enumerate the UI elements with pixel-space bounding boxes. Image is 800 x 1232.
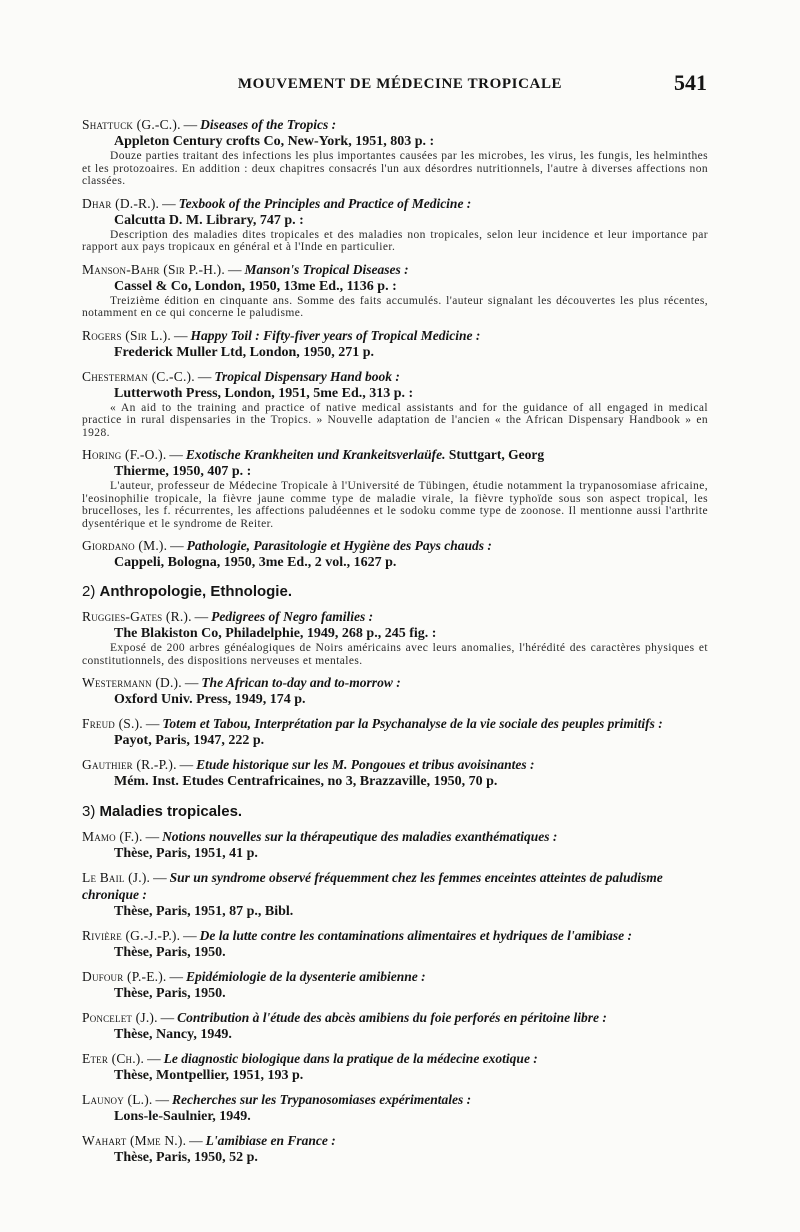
entry-title: The African to-day and to-morrow : — [201, 675, 401, 690]
entry-note: L'auteur, professeur de Médecine Tropicale à l'Université de Tübingen, étudie notamment la trypanosomiase africaine, l'eosinophilie tropicale, la fièvre jaune comme type de maladie virale, la fièvre typhoïde sous son aspect tropical, les brucelloses, les f. récurrentes, les affections paludéennes et le sodoku comme type de zoonose. Il mentionne aussi l'arthrite dysentérique et le syndrome de Reiter. — [82, 480, 708, 530]
entry-title: Texbook of the Principles and Practice of Medicine : — [178, 195, 472, 211]
entry-author: Mamo (F.). — [82, 829, 143, 844]
bib-entry: Dufour (P.-E.). — Epidémiologie de la dysenterie amibienne : Thèse, Paris, 1950. — [82, 968, 708, 1002]
entry-title: L'amibiase en France : — [205, 1133, 336, 1148]
entry-title: Sur un syndrome observé fréquemment chez les femmes enceintes atteintes de paludisme chronique : — [82, 870, 663, 902]
bib-entry: Giordano (M.). — Pathologie, Parasitologie et Hygiène des Pays chauds : Cappeli, Bologna, 1950, 3me Ed., 2 vol., 1627 p. — [82, 537, 708, 571]
entry-title: Tropical Dispensary Hand book : — [214, 368, 400, 384]
bib-entry: Chesterman (C.-C.). — Tropical Dispensary Hand book : Lutterwoth Press, London, 1951, 5me Ed., 313 p. : « An aid to the training and practice of native medical assistants and for the guidance of all engaged in medical practice in rural dispensaries in the Tropics. » Nouvelle adaptation de l'ancien « the African Dispensary Handbook » en 1928. — [82, 368, 708, 439]
entry-publisher: The Blakiston Co, Philadelphie, 1949, 268 p., 245 fig. : — [114, 626, 437, 641]
entry-author: Launoy (L.). — [82, 1092, 153, 1107]
entry-publisher: Thèse, Paris, 1950. — [114, 986, 226, 1001]
journal-title: MOUVEMENT DE MÉDECINE TROPICALE — [237, 76, 563, 92]
entry-author: Dufour (P.-E.). — [82, 969, 167, 984]
entry-publisher: Thèse, Paris, 1950. — [114, 945, 226, 960]
bib-entry: Westermann (D.). — The African to-day and to-morrow : Oxford Univ. Press, 1949, 174 p. — [82, 674, 708, 708]
bib-entry: Gauthier (R.-P.). — Etude historique sur les M. Pongoues et tribus avoisinantes : Mém. Inst. Etudes Centrafricaines, no 3, Brazzaville, 1950, 70 p. — [82, 756, 708, 790]
entry-publisher: Thèse, Paris, 1950, 52 p. — [114, 1150, 258, 1165]
entry-publisher: Thierme, 1950, 407 p. : — [114, 464, 252, 479]
bib-entry: Rogers (Sir L.). — Happy Toil : Fifty-fiver years of Tropical Medicine : Frederick Muller Ltd, London, 1950, 271 p. — [82, 327, 708, 361]
bib-entry: Le Bail (J.). — Sur un syndrome observé fréquemment chez les femmes enceintes atteintes de paludisme chronique : Thèse, Paris, 1951, 87 p., Bibl. — [82, 869, 708, 920]
entry-author: Eter (Ch.). — [82, 1051, 145, 1066]
entry-author: Rogers (Sir L.). — [82, 327, 171, 343]
entry-publisher: Payot, Paris, 1947, 222 p. — [114, 733, 265, 748]
entry-publisher: Mém. Inst. Etudes Centrafricaines, no 3, Brazzaville, 1950, 70 p. — [114, 774, 498, 789]
entry-title: Pedigrees of Negro families : — [211, 609, 374, 624]
entry-publisher: Frederick Muller Ltd, London, 1950, 271 p. — [114, 344, 375, 360]
entry-note: Exposé de 200 arbres généalogiques de Noirs américains avec leurs anomalies, l'hérédité des caractères physiques et constitutionnels, des dispositions nerveuses et mentales. — [82, 642, 708, 667]
entry-author: Gauthier (R.-P.). — [82, 757, 177, 772]
entry-title: Notions nouvelles sur la thérapeutique des maladies exanthématiques : — [162, 829, 558, 844]
section-heading — [82, 583, 708, 600]
entry-publisher: Thèse, Paris, 1951, 41 p. — [114, 846, 258, 861]
bib-entry: Ruggies-Gates (R.). — Pedigrees of Negro families : The Blakiston Co, Philadelphie, 1949, 268 p., 245 fig. : Exposé de 200 arbres généalogiques de Noirs américains avec leurs anomalies, l'hérédité des caractères physiques et constitutionnels, des dispositions nerveuses et mentales. — [82, 609, 708, 667]
running-header — [0, 66, 800, 106]
entry-title-tail: Stuttgart, Georg — [448, 447, 545, 462]
entry-title: Manson's Tropical Diseases : — [244, 261, 409, 277]
bib-entry: Horing (F.-O.). — Exotische Krankheiten und Krankeitsverlaüfe. Stuttgart, Georg Thierme, 1950, 407 p. : L'auteur, professeur de Médecine Tropicale à l'Université de Tübingen, étudie notamment la trypanosomiase africaine, l'eosinophilie tropicale, la fièvre jaune comme type de maladie virale, la fièvre typhoïde sous son aspect tropical, les brucelloses, les f. récurrentes, les affections paludéennes et le sodoku comme type de zoonose. Il mentionne aussi l'arthrite dysentérique et le syndrome de Reiter. — [82, 447, 708, 530]
bib-entry: Launoy (L.). — Recherches sur les Trypanosomiases expérimentales : Lons-le-Saulnier, 1949. — [82, 1091, 708, 1125]
entry-publisher: Appleton Century crofts Co, New-York, 1951, 803 p. : — [114, 134, 435, 149]
entry-author: Ruggies-Gates (R.). — [82, 609, 192, 624]
entry-title: Epidémiologie de la dysenterie amibienne : — [186, 969, 426, 984]
bib-entry: Rivière (G.-J.-P.). — De la lutte contre les contaminations alimentaires et hydriques de l'amibiase : Thèse, Paris, 1950. — [82, 927, 708, 961]
page-number: 541 — [674, 70, 707, 95]
entry-author: Westermann (D.). — [82, 675, 182, 690]
section-heading — [82, 803, 708, 820]
bib-entry: Poncelet (J.). — Contribution à l'étude des abcès amibiens du foie perforés en péritoine libre : Thèse, Nancy, 1949. — [82, 1009, 708, 1043]
entry-publisher: Thèse, Montpellier, 1951, 193 p. — [114, 1068, 304, 1083]
bib-entry: Shattuck (G.-C.). — Diseases of the Tropics : Appleton Century crofts Co, New-York, 1951, 803 p. : Douze parties traitant des infections les plus importantes causées par les microbes, les virus, les fungis, les helminthes et les protozoaires. En addition : deux chapitres consacrés l'un aux désordres nutritionnels, l'autre à diverses affections non classées. — [82, 117, 708, 187]
entry-publisher: Lutterwoth Press, London, 1951, 5me Ed., 313 p. : — [114, 385, 414, 401]
entry-publisher: Oxford Univ. Press, 1949, 174 p. — [114, 692, 306, 707]
bib-entry: Eter (Ch.). — Le diagnostic biologique dans la pratique de la médecine exotique : Thèse, Montpellier, 1951, 193 p. — [82, 1050, 708, 1084]
bib-entry: Manson-Bahr (Sir P.-H.). — Manson's Tropical Diseases : Cassel & Co, London, 1950, 13me Ed., 1136 p. : Treizième édition en cinquante ans. Somme des faits accumulés. l'auteur signalant les découvertes les plus récentes, notamment en ce qui concerne le paludisme. — [82, 261, 708, 319]
entry-author: Chesterman (C.-C.). — [82, 368, 195, 384]
entry-author: Le Bail (J.). — [82, 870, 151, 885]
entry-title: Happy Toil : Fifty-fiver years of Tropical Medicine : — [190, 327, 481, 343]
entry-author: Wahart (Mme N.). — [82, 1133, 187, 1148]
entry-publisher: Thèse, Nancy, 1949. — [114, 1027, 232, 1042]
entry-note: Description des maladies dites tropicales et des maladies non tropicales, selon leur incidence et leur importance par rapport aux pays tropicaux en général et à l'Inde en particulier. — [82, 228, 708, 253]
section-number: 3) — [82, 803, 96, 820]
bib-entry: Mamo (F.). — Notions nouvelles sur la thérapeutique des maladies exanthématiques : Thèse, Paris, 1951, 41 p. — [82, 828, 708, 862]
entry-title: Diseases of the Tropics : — [200, 117, 337, 132]
section-number: 2) — [82, 583, 96, 600]
section-title: Maladies tropicales. — [99, 803, 243, 820]
entry-author: Freud (S.). — [82, 716, 143, 731]
entry-publisher: Lons-le-Saulnier, 1949. — [114, 1109, 251, 1124]
entry-author: Manson-Bahr (Sir P.-H.). — [82, 261, 225, 277]
bib-entry: Dhar (D.-R.). — Texbook of the Principles and Practice of Medicine : Calcutta D. M. Library, 747 p. : Description des maladies dites tropicales et des maladies non tropicales, selon leur incidence et leur importance par rapport aux pays tropicaux en général et à l'Inde en particulier. — [82, 195, 708, 253]
entry-title: Etude historique sur les M. Pongoues et tribus avoisinantes : — [196, 757, 535, 772]
entry-title: Le diagnostic biologique dans la pratique de la médecine exotique : — [163, 1051, 538, 1066]
entry-note: Treizième édition en cinquante ans. Somme des faits accumulés. l'auteur signalant les découvertes les plus récentes, notamment en ce qui concerne le paludisme. — [82, 294, 708, 319]
bib-entry: Wahart (Mme N.). — L'amibiase en France : Thèse, Paris, 1950, 52 p. — [82, 1132, 708, 1166]
entry-title: Contribution à l'étude des abcès amibiens du foie perforés en péritoine libre : — [177, 1010, 607, 1025]
entry-author: Dhar (D.-R.). — [82, 195, 160, 211]
entry-note: « An aid to the training and practice of native medical assistants and for the guidance of all engaged in medical practice in rural dispensaries in the Tropics. » Nouvelle adaptation de l'ancien « the African Dispensary Handbook » en 1928. — [82, 401, 708, 439]
entry-author: Horing (F.-O.). — [82, 447, 167, 462]
entry-title: Pathologie, Parasitologie et Hygiène des Pays chauds : — [186, 538, 492, 553]
entry-author: Shattuck (G.-C.). — [82, 117, 181, 132]
entry-publisher: Cappeli, Bologna, 1950, 3me Ed., 2 vol., 1627 p. — [114, 555, 397, 570]
entry-publisher: Calcutta D. M. Library, 747 p. : — [114, 212, 304, 228]
entry-title: Totem et Tabou, Interprétation par la Psychanalyse de la vie sociale des peuples primitifs : — [162, 716, 663, 731]
section-title: Anthropologie, Ethnologie. — [99, 583, 292, 600]
entry-author: Giordano (M.). — [82, 538, 168, 553]
bibliography — [82, 116, 708, 1173]
entry-publisher: Thèse, Paris, 1951, 87 p., Bibl. — [114, 904, 294, 919]
bib-entry: Freud (S.). — Totem et Tabou, Interprétation par la Psychanalyse de la vie sociale des peuples primitifs : Payot, Paris, 1947, 222 p. — [82, 715, 708, 749]
entry-title: De la lutte contre les contaminations alimentaires et hydriques de l'amibiase : — [199, 928, 633, 943]
entry-title: Exotische Krankheiten und Krankeitsverlaüfe. — [185, 447, 446, 462]
entry-title: Recherches sur les Trypanosomiases expérimentales : — [172, 1092, 472, 1107]
entry-author: Poncelet (J.). — [82, 1010, 158, 1025]
entry-author: Rivière (G.-J.-P.). — [82, 928, 181, 943]
entry-note: Douze parties traitant des infections les plus importantes causées par les microbes, les virus, les fungis, les helminthes et les protozoaires. En addition : deux chapitres consacrés l'un aux désordres nutritionnels, l'autre à diverses affections non classées. — [82, 150, 708, 187]
entry-publisher: Cassel & Co, London, 1950, 13me Ed., 1136 p. : — [114, 278, 397, 294]
